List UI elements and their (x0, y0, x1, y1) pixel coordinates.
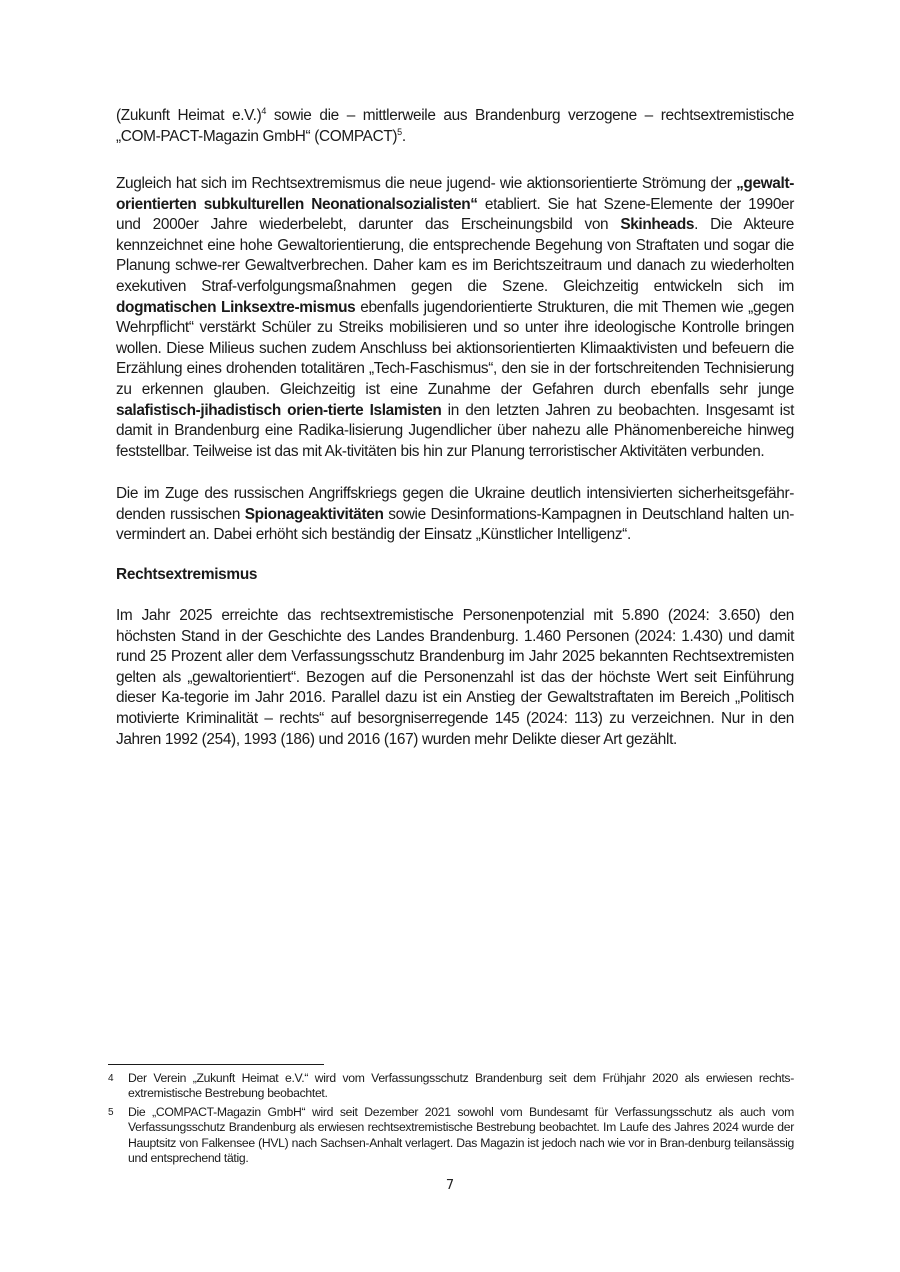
page-number: 7 (445, 1178, 455, 1193)
paragraph-compact (116, 106, 794, 147)
footnote-number: 4 (108, 1073, 114, 1084)
paragraph-text: Die im Zuge des russischen Angriffskriegs gegen die Ukraine deutlich intensivierten sicherheitsgefähr-denden russischen (116, 485, 794, 523)
paragraph-text: ebenfalls jugendorientierte Strukturen, die mit Themen wie „gegen Wehrpflicht“ verstärkt Schüler zu Streiks mobilisieren und so unter ihre ideologische Kontrolle bringen wollen. Diese Milieus suchen zudem Anschluss bei aktionsorientierten Klimaaktivisten und befeuern die Erzählung eines drohenden totalitären „Tech-Faschismus“, den sie in der fortschreitenden Technisierung zu erkennen glauben. Gleichzeitig ist eine Zunahme der Gefahren durch ebenfalls sehr junge (116, 298, 794, 398)
paragraph-text: sowie die – mittlerweile aus Brandenburg verzogene – rechtsextremistische „COM-PACT-Magazin GmbH“ (COMPACT) (116, 107, 794, 145)
footnote-ref-4[interactable]: 4 (261, 105, 267, 116)
paragraph-text: etabliert. Sie hat Szene-Elemente der 1990er und 2000er Jahre wiederbelebt, darunter das Erscheinungsbild von (116, 195, 795, 234)
footnote-ref-5[interactable]: 5 (397, 126, 402, 137)
paragraph-text: (Zukunft Heimat e.V.) (116, 107, 262, 124)
paragraph-text: sowie Desinformations-Kampagnen in Deutschland halten un-vermindert an. Dabei erhöht sich beständig der Einsatz „Künstlicher Intelligenz“. (116, 505, 794, 544)
paragraph-radicalization (116, 174, 794, 462)
emphasis-islamists: salafistisch-jihadistisch orien-tierte Islamisten (116, 401, 442, 419)
emphasis-neonazis: „gewalt-orientierten subkulturellen Neonationalsozialisten“ (116, 175, 794, 213)
footnote-number: 5 (108, 1106, 114, 1118)
paragraph-text: Zugleich hat sich im Rechtsextremismus die neue jugend- wie aktionsorientierte Strömung der (116, 175, 737, 192)
footnote-text: Die „COMPACT-Magazin GmbH“ wird seit Dezember 2021 sowohl vom Bundesamt für Verfassungsschutz als auch vom Verfassungsschutz Brandenburg als erwiesen rechtsextremistische Bestrebung beobachtet. Im Laufe des Jahres 2024 wurde der Hauptsitz von Falkensee (HVL) nach Sachsen-Anhalt verlagert. Das Magazin ist jedoch nach wie vor in Bran-denburg teilansässig und entsprechend tätig. (128, 1104, 794, 1166)
paragraph-text: . (401, 127, 406, 145)
footnotes (108, 1071, 794, 1169)
footnote-divider (108, 1064, 324, 1065)
paragraph-text: . Die Akteure kennzeichnet eine hohe Gewaltorientierung, die entsprechende Begehung von Straftaten und sogar die Planung schwe-rer Gewaltverbrechen. Daher kam es im Berichtszeitraum und danach zu wiederholten exekutiven Straf-verfolgungsmaßnahmen gegen die Szene. Gleichzeitig entwickeln sich im (116, 216, 794, 295)
section-heading: Rechtsextremismus (116, 566, 258, 583)
footnote-text: Der Verein „Zukunft Heimat e.V.“ wird vom Verfassungsschutz Brandenburg seit dem Frühjahr 2020 als erwiesen rechts-extremistische Bestrebung beobachtet. (128, 1071, 794, 1101)
emphasis-skinheads: Skinheads (620, 216, 695, 234)
paragraph-right-wing-statistics (116, 606, 794, 750)
footnote-4 (108, 1071, 794, 1102)
emphasis-espionage: Spionageaktivitäten (244, 505, 384, 523)
paragraph-text: in den letzten Jahren zu beobachten. Insgesamt ist damit in Brandenburg eine Radika-lisierung Jugendlicher über nahezu alle Phänomenbereiche hinweg feststellbar. Teilweise ist das mit Ak-tivitäten bis hin zur Planung terroristischer Aktivitäten verbunden. (116, 401, 794, 460)
emphasis-left-extremism: dogmatischen Linksextre-mismus (116, 298, 356, 316)
footnote-5 (108, 1105, 794, 1167)
paragraph-espionage (116, 484, 794, 546)
paragraph-text: Im Jahr 2025 erreichte das rechtsextremistische Personenpotenzial mit 5.890 (2024: 3.650) den höchsten Stand in der Geschichte des Landes Brandenburg. 1.460 Personen (2024: 1.430) und damit rund 25 Prozent aller dem Verfassungsschutz Brandenburg im Jahr 2025 bekannten Rechtsextremisten gelten als „gewaltorientiert“. Bezogen auf die Personenzahl ist das der höchste Wert seit Einführung dieser Ka-tegorie im Jahr 2016. Parallel dazu ist ein Anstieg der Gewaltstraftaten im Bereich „Politisch motivierte Kriminalität – rechts“ auf besorgniserregende 145 (2024: 113) zu verzeichnen. Nur in den Jahren 1992 (254), 1993 (186) und 2016 (167) wurden mehr Delikte dieser Art gezählt. (116, 607, 794, 748)
